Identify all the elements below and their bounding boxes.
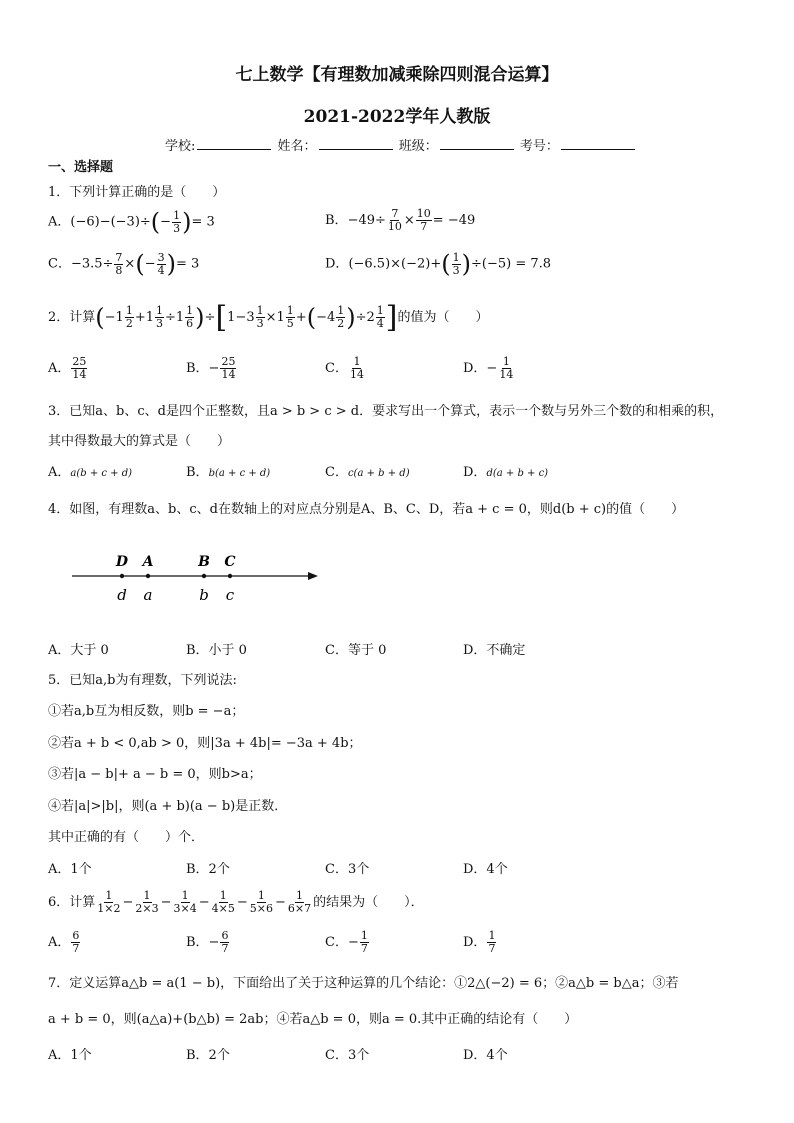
- student-info: [165, 135, 637, 154]
- q2-option-c[interactable]: C． $\frac{1}{14}$: [325, 355, 364, 381]
- point-dot-b: [202, 574, 206, 578]
- q7-line2: a + b = 0，则(a△a)+(b△b) = 2ab；④若a△b = 0，则a = 0.其中正确的结论有（ ）: [48, 1012, 578, 1027]
- point-label-B: B: [198, 554, 210, 570]
- point-dot-a: [146, 574, 150, 578]
- q4-option-c[interactable]: C．等于 0: [325, 643, 387, 658]
- q1-option-c[interactable]: C．−3.5÷ $\frac{7}{8}$ ×(− $\frac{3}{4}$ )= 3: [48, 250, 200, 278]
- q2-option-d[interactable]: D．− $\frac{1}{14}$: [463, 355, 514, 381]
- q6-stem: 6．计算 $\frac{1}{1\times 2}$ − $\frac{1}{2\times 3}$ − $\frac{1}{3\times 4}$ − $\frac{1}{4\times 5}$ − $\frac{1}{5\times 6}$ − $\frac{1}{6\times 7}$ 的结果为（ ）．: [48, 889, 424, 915]
- q3-option-a[interactable]: A．a(b + c + d): [48, 465, 133, 480]
- q2-option-a[interactable]: A． $\frac{25}{14}$: [48, 355, 87, 381]
- page-subtitle: 2021-2022学年人教版: [303, 107, 491, 127]
- school-label: 学校:: [165, 139, 196, 154]
- q6-option-a[interactable]: A． $\frac{6}{7}$: [48, 929, 80, 955]
- q7-option-c[interactable]: C．3个: [325, 1048, 370, 1063]
- school-field[interactable]: [197, 137, 271, 150]
- point-value-b: b: [199, 586, 209, 604]
- q6-option-b[interactable]: B．− $\frac{6}{7}$: [186, 929, 229, 955]
- q4-stem: 4．如图，有理数a、b、c、d在数轴上的对应点分别是A、B、C、D，若a + c = 0，则d(b + c)的值（ ）: [48, 502, 685, 517]
- q2-option-b[interactable]: B．− $\frac{25}{14}$: [186, 355, 236, 381]
- q6-option-d[interactable]: D． $\frac{1}{7}$: [463, 929, 496, 955]
- q4-option-b[interactable]: B．小于 0: [186, 643, 247, 658]
- q7-option-a[interactable]: A．1个: [48, 1048, 92, 1063]
- q5-statement-3: ③若|a − b|+ a − b = 0，则b>a；: [48, 767, 262, 782]
- name-label: 姓名：: [277, 139, 317, 154]
- q1-option-b[interactable]: B．−49÷ $\frac{7}{10}$ × $\frac{10}{7}$ = −49: [325, 207, 476, 233]
- q5-statement-1: ①若a,b互为相反数，则b = −a；: [48, 704, 245, 719]
- q3-option-b[interactable]: B．b(a + c + d): [186, 465, 271, 480]
- point-dot-d: [120, 574, 124, 578]
- q5-statement-4: ④若|a|>|b|，则(a + b)(a − b)是正数．: [48, 799, 288, 814]
- point-label-A: A: [142, 554, 154, 570]
- q7-option-b[interactable]: B．2个: [186, 1048, 230, 1063]
- point-value-d: d: [117, 586, 127, 604]
- q6-option-c[interactable]: C．− $\frac{1}{7}$: [325, 929, 368, 955]
- point-value-c: c: [225, 586, 235, 604]
- q1-option-d[interactable]: D．(−6.5)×(−2)+( $\frac{1}{3}$ )÷(−5) = 7.8: [325, 250, 552, 278]
- number-field[interactable]: [561, 137, 635, 150]
- point-label-C: C: [224, 554, 236, 570]
- q5-option-a[interactable]: A．1个: [48, 862, 92, 877]
- q4-option-a[interactable]: A．大于 0: [48, 643, 109, 658]
- page-title: 七上数学【有理数加减乘除四则混合运算】: [235, 65, 559, 85]
- name-field[interactable]: [319, 137, 393, 150]
- q1-option-a[interactable]: A．(−6)−(−3)÷(− $\frac{1}{3}$ )= 3: [48, 208, 215, 236]
- q1-stem: 1．下列计算正确的是（ ）: [48, 185, 226, 200]
- arrow-head-icon: [308, 572, 318, 580]
- q2-stem: 2．计算(−1 $\frac{1}{2}$ +1 $\frac{1}{3}$ ÷1 $\frac{1}{6}$ )÷[1−3 $\frac{1}{3}$ ×1 $\frac{1}{5}$ +(−4 $\frac{1}{2}$ )÷2 $\frac{1}{4}$ ]的值为（ ）: [48, 300, 489, 335]
- q3-option-c[interactable]: C．c(a + b + d): [325, 465, 410, 480]
- q4-option-d[interactable]: D．不确定: [463, 643, 526, 658]
- q3-line1: 3．已知a、b、c、d是四个正整数，且a > b > c > d．要求写出一个算式，表示一个数与另外三个数的和相乘的积，: [48, 404, 724, 419]
- q3-line2: 其中得数最大的算式是（ ）: [48, 434, 231, 449]
- q7-line1: 7．定义运算a△b = a(1 − b)，下面给出了关于这种运算的几个结论：①2△(−2) = 6；②a△b = b△a；③若: [48, 976, 679, 991]
- section-heading: 一、选择题: [48, 160, 114, 175]
- q5-option-b[interactable]: B．2个: [186, 862, 230, 877]
- class-label: 班级：: [398, 139, 438, 154]
- class-field[interactable]: [440, 137, 514, 150]
- point-label-D: D: [115, 554, 129, 570]
- q5-statement-2: ②若a + b < 0,ab > 0，则|3a + 4b|= −3a + 4b；: [48, 736, 362, 751]
- q5-option-d[interactable]: D．4个: [463, 862, 508, 877]
- number-label: 考号：: [519, 139, 559, 154]
- q7-option-d[interactable]: D．4个: [463, 1048, 508, 1063]
- q3-option-d[interactable]: D．d(a + b + c): [463, 465, 549, 480]
- q5-ask: 其中正确的有（ ）个．: [48, 830, 205, 845]
- number-line-figure: [68, 548, 328, 608]
- q5-option-c[interactable]: C．3个: [325, 862, 370, 877]
- point-dot-c: [228, 574, 232, 578]
- point-value-a: a: [143, 586, 153, 604]
- q5-stem: 5．已知a,b为有理数，下列说法:: [48, 673, 237, 688]
